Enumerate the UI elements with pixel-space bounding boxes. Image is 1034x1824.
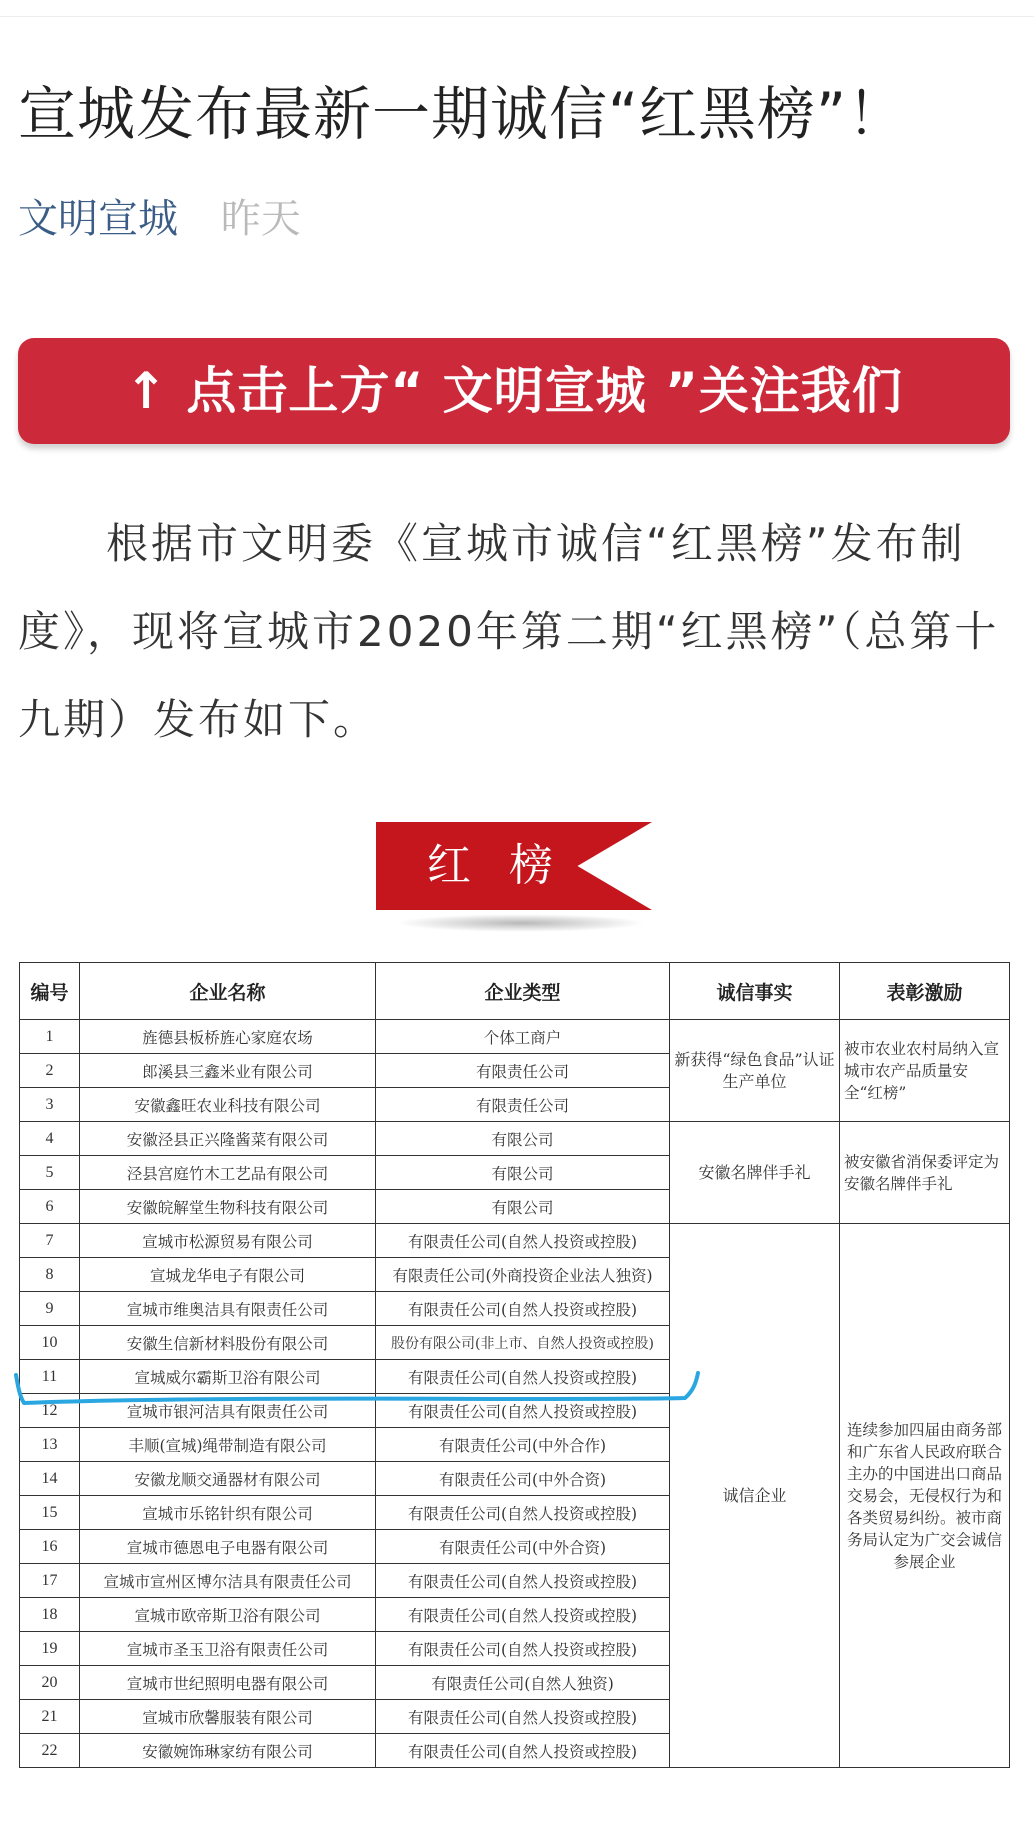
row-company-name: 宣城龙华电子有限公司 [80, 1258, 376, 1292]
group-award: 被安徽省消保委评定为安徽名牌伴手礼 [840, 1122, 1010, 1224]
row-company-type: 有限责任公司(中外合资) [376, 1530, 670, 1564]
row-company-type: 有限责任公司(中外合资) [376, 1462, 670, 1496]
row-company-type: 有限责任公司(自然人投资或控股) [376, 1292, 670, 1326]
row-no: 3 [20, 1088, 80, 1122]
row-company-name: 安徽皖解堂生物科技有限公司 [80, 1190, 376, 1224]
row-company-type: 有限责任公司 [376, 1088, 670, 1122]
row-company-name: 泾县宫庭竹木工艺品有限公司 [80, 1156, 376, 1190]
row-company-type: 有限责任公司(自然人投资或控股) [376, 1700, 670, 1734]
row-no: 6 [20, 1190, 80, 1224]
row-company-type: 有限责任公司(自然人投资或控股) [376, 1224, 670, 1258]
account-name-link[interactable]: 文明宣城 [18, 196, 178, 242]
row-no: 14 [20, 1462, 80, 1496]
row-company-type: 有限公司 [376, 1156, 670, 1190]
header-name: 企业名称 [80, 963, 376, 1020]
row-no: 2 [20, 1054, 80, 1088]
row-no: 22 [20, 1734, 80, 1768]
row-company-name: 宣城威尔霸斯卫浴有限公司 [80, 1360, 376, 1394]
group-fact: 诚信企业 [670, 1224, 840, 1768]
row-company-type: 股份有限公司(非上市、自然人投资或控股) [376, 1326, 670, 1360]
row-no: 12 [20, 1394, 80, 1428]
row-no: 21 [20, 1700, 80, 1734]
publish-time: 昨天 [220, 196, 301, 242]
article-title: 宣城发布最新一期诚信“红黑榜”！ [18, 80, 907, 148]
row-company-type: 有限责任公司(自然人投资或控股) [376, 1360, 670, 1394]
header-award: 表彰激励 [840, 963, 1010, 1020]
row-no: 10 [20, 1326, 80, 1360]
row-no: 4 [20, 1122, 80, 1156]
row-no: 11 [20, 1360, 80, 1394]
group-award: 连续参加四届由商务部和广东省人民政府联合主办的中国进出口商品交易会，无侵权行为和各类贸易纠纷。被市商务局认定为广交会诚信参展企业 [840, 1224, 1010, 1768]
row-company-name: 郎溪县三鑫米业有限公司 [80, 1054, 376, 1088]
row-no: 19 [20, 1632, 80, 1666]
header-no: 编号 [20, 963, 80, 1020]
follow-banner[interactable]: ↑ 点击上方“ 文明宣城 ”关注我们 [18, 338, 1010, 444]
row-no: 16 [20, 1530, 80, 1564]
row-company-type: 有限责任公司(自然人投资或控股) [376, 1496, 670, 1530]
article-meta [18, 194, 301, 244]
row-company-type: 有限责任公司(自然人投资或控股) [376, 1394, 670, 1428]
row-company-name: 宣城市银河洁具有限责任公司 [80, 1394, 376, 1428]
row-company-name: 安徽生信新材料股份有限公司 [80, 1326, 376, 1360]
ribbon-shadow [396, 914, 646, 932]
row-company-type: 有限公司 [376, 1190, 670, 1224]
row-no: 7 [20, 1224, 80, 1258]
row-company-name: 宣城市松源贸易有限公司 [80, 1224, 376, 1258]
intro-paragraph: 根据市文明委《宣城市诚信“红黑榜”发布制度》，现将宣城市2020年第二期“红黑榜”（总第十九期）发布如下。 [18, 519, 1000, 744]
header-type: 企业类型 [376, 963, 670, 1020]
row-no: 15 [20, 1496, 80, 1530]
red-list-table [19, 962, 1010, 1768]
row-no: 13 [20, 1428, 80, 1462]
row-company-type: 有限责任公司(自然人投资或控股) [376, 1564, 670, 1598]
row-no: 1 [20, 1020, 80, 1054]
header-fact: 诚信事实 [670, 963, 840, 1020]
row-company-name: 宣城市德恩电子电器有限公司 [80, 1530, 376, 1564]
row-company-name: 旌德县板桥旌心家庭农场 [80, 1020, 376, 1054]
row-company-type: 有限责任公司(自然人投资或控股) [376, 1734, 670, 1768]
row-company-name: 宣城市世纪照明电器有限公司 [80, 1666, 376, 1700]
row-company-type: 个体工商户 [376, 1020, 670, 1054]
table-row [20, 1020, 1010, 1054]
ribbon-label: 红 榜 [427, 840, 565, 891]
group-award: 被市农业农村局纳入宣城市农产品质量安全“红榜” [840, 1020, 1010, 1122]
row-no: 8 [20, 1258, 80, 1292]
row-company-name: 丰顺(宣城)绳带制造有限公司 [80, 1428, 376, 1462]
row-no: 5 [20, 1156, 80, 1190]
table-row [20, 1122, 1010, 1156]
row-no: 20 [20, 1666, 80, 1700]
row-company-name: 宣城市欧帝斯卫浴有限公司 [80, 1598, 376, 1632]
row-company-type: 有限责任公司 [376, 1054, 670, 1088]
row-no: 18 [20, 1598, 80, 1632]
row-company-type: 有限责任公司(自然人独资) [376, 1666, 670, 1700]
row-no: 9 [20, 1292, 80, 1326]
row-company-name: 宣城市维奥洁具有限责任公司 [80, 1292, 376, 1326]
table-row [20, 1224, 1010, 1258]
top-divider [0, 16, 1034, 17]
row-company-name: 宣城市乐铭针织有限公司 [80, 1496, 376, 1530]
row-company-type: 有限责任公司(外商投资企业法人独资) [376, 1258, 670, 1292]
red-list-ribbon [376, 822, 672, 932]
group-fact: 安徽名牌伴手礼 [670, 1122, 840, 1224]
row-company-name: 安徽龙顺交通器材有限公司 [80, 1462, 376, 1496]
row-company-name: 宣城市欣馨服装有限公司 [80, 1700, 376, 1734]
row-company-name: 安徽泾县正兴隆酱菜有限公司 [80, 1122, 376, 1156]
row-company-name: 安徽婉饰琳家纺有限公司 [80, 1734, 376, 1768]
row-company-name: 安徽鑫旺农业科技有限公司 [80, 1088, 376, 1122]
row-company-type: 有限责任公司(中外合作) [376, 1428, 670, 1462]
group-fact: 新获得“绿色食品”认证生产单位 [670, 1020, 840, 1122]
table-header-row [20, 963, 1010, 1020]
row-company-name: 宣城市圣玉卫浴有限责任公司 [80, 1632, 376, 1666]
row-company-type: 有限责任公司(自然人投资或控股) [376, 1598, 670, 1632]
row-company-type: 有限责任公司(自然人投资或控股) [376, 1632, 670, 1666]
row-company-name: 宣城市宣州区博尔洁具有限责任公司 [80, 1564, 376, 1598]
row-no: 17 [20, 1564, 80, 1598]
row-company-type: 有限公司 [376, 1122, 670, 1156]
